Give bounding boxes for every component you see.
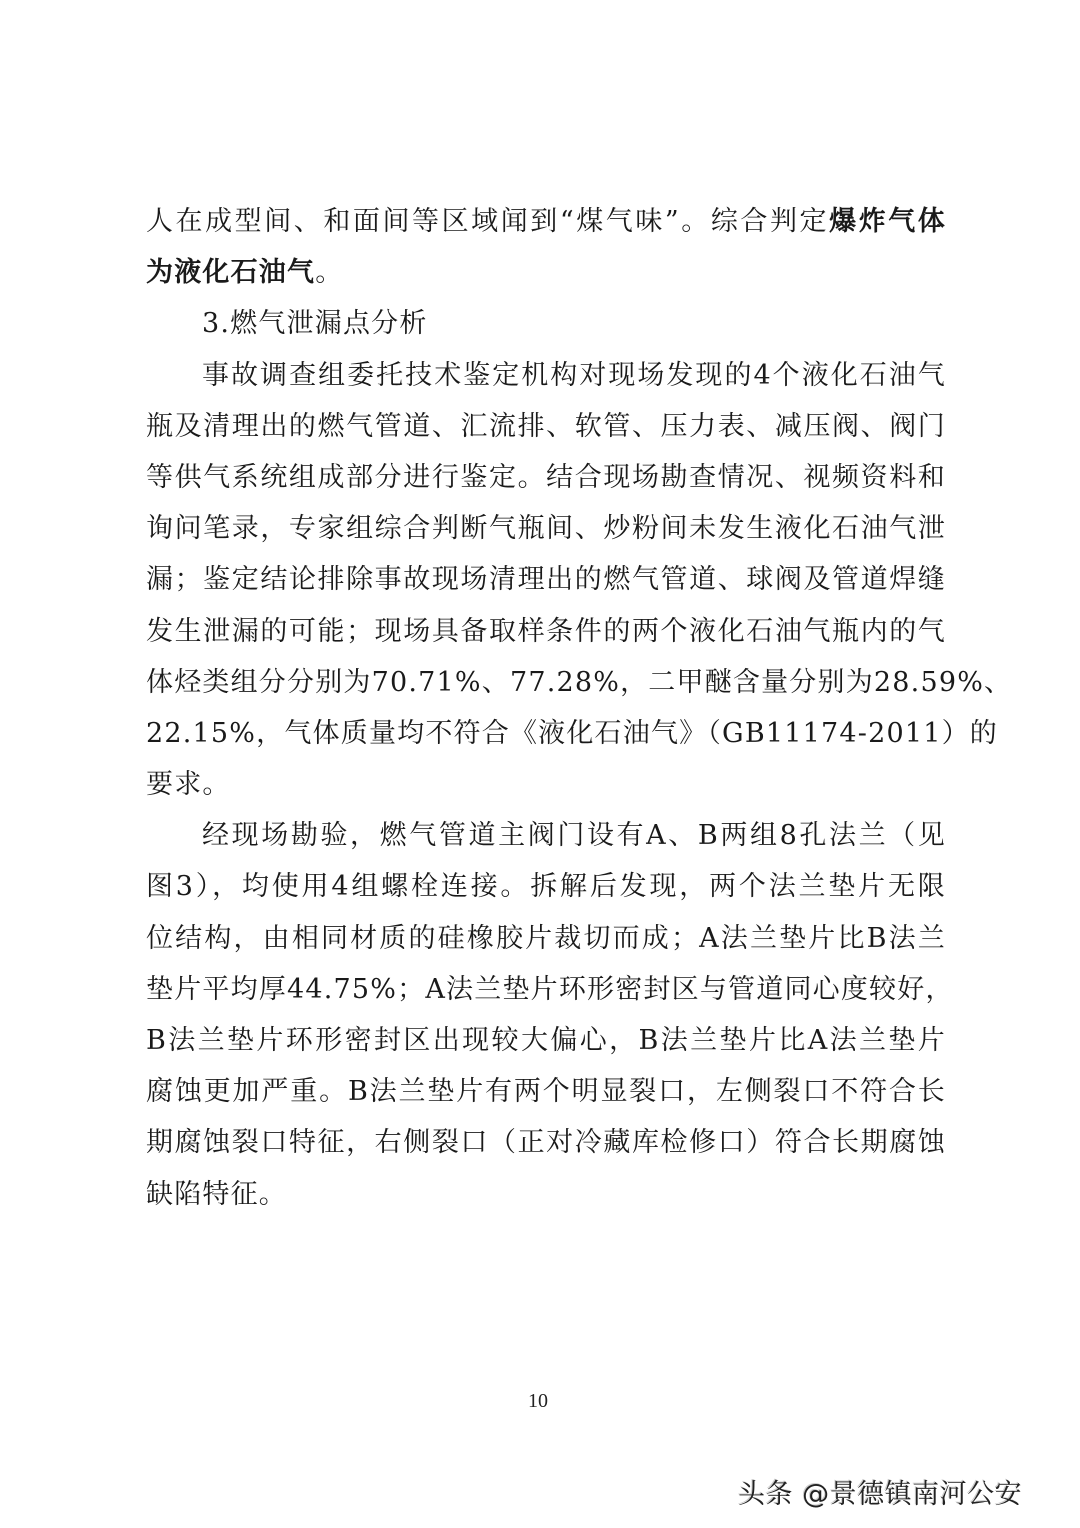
- paragraph-line: 缺陷特征。: [146, 1178, 287, 1210]
- bold-conclusion-text: 为液化石油气: [146, 257, 316, 289]
- paragraph-line: 腐蚀更加严重。B法兰垫片有两个明显裂口，左侧裂口不符合长: [146, 1076, 946, 1108]
- paragraph-line: 瓶及清理出的燃气管道、汇流排、软管、压力表、减压阀、阀门: [146, 410, 946, 442]
- watermark: 头条 @景德镇南河公安: [738, 1479, 1023, 1510]
- paragraph-line: B法兰垫片环形密封区出现较大偏心，B法兰垫片比A法兰垫片: [146, 1025, 946, 1056]
- paragraph-line: 发生泄漏的可能；现场具备取样条件的两个液化石油气瓶内的气: [146, 615, 946, 647]
- text-segment: 。: [315, 257, 344, 289]
- paragraph-line: 22.15%，气体质量均不符合《液化石油气》（GB11174-2011）的: [146, 717, 998, 749]
- paragraph-line: 位结构，由相同材质的硅橡胶片裁切而成；A法兰垫片比B法兰: [146, 922, 946, 954]
- paragraph-line: 经现场勘验，燃气管道主阀门设有A、B两组8孔法兰（见: [202, 820, 946, 852]
- text-segment: 人在成型间、和面间等区域闻到“煤气味”。综合判定: [146, 206, 830, 237]
- section-heading: 3.燃气泄漏点分析: [202, 308, 428, 340]
- paragraph-line: 垫片平均厚44.75%；A法兰垫片环形密封区与管道同心度较好，: [146, 973, 954, 1005]
- paragraph-line: 等供气系统组成部分进行鉴定。结合现场勘查情况、视频资料和: [146, 461, 946, 493]
- paragraph-line: 图3），均使用4组螺栓连接。拆解后发现，两个法兰垫片无限: [146, 871, 946, 903]
- document-body: [146, 196, 1013, 1220]
- paragraph-line: 事故调查组委托技术鉴定机构对现场发现的4个液化石油气: [202, 359, 946, 391]
- paragraph-line: 期腐蚀裂口特征，右侧裂口（正对冷藏库检修口）符合长期腐蚀: [146, 1127, 946, 1159]
- page-number: 10: [528, 1390, 548, 1412]
- bold-conclusion-text: 爆炸气体: [829, 206, 946, 237]
- paragraph-line: [146, 247, 946, 298]
- paragraph-line: 要求。: [146, 769, 231, 801]
- paragraph-line: 漏；鉴定结论排除事故现场清理出的燃气管道、球阀及管道焊缝: [146, 564, 946, 596]
- paragraph-line: [146, 196, 946, 247]
- paragraph-line: 询问笔录，专家组综合判断气瓶间、炒粉间未发生液化石油气泄: [146, 513, 946, 545]
- paragraph-line: 体烃类组分分别为70.71%、77.28%，二甲醚含量分别为28.59%、: [146, 666, 1013, 698]
